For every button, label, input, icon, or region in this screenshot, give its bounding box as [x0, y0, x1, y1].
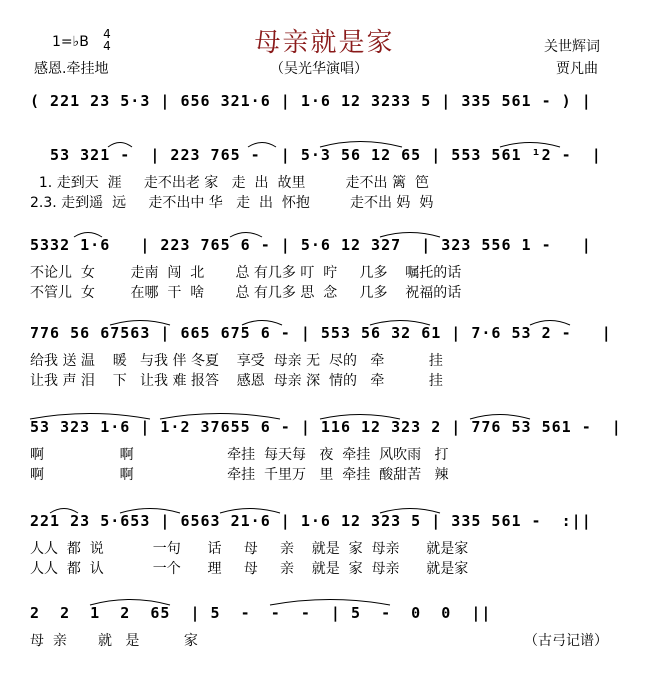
notation-line: 776 56 67563 | 665 675 6 - | 553 56 32 61 | 7·6 53 2 - | [30, 324, 612, 342]
lyricist-credit: 关世辉词 [544, 39, 600, 55]
notation-line: 53 323 1·6 | 1·2 37655 6 - | 116 12 323 2 | 776 53 561 - | [30, 418, 622, 436]
expression-mark: 感恩.牵挂地 [34, 61, 109, 77]
key-signature: 1=♭B [52, 34, 89, 50]
time-top: 4 [103, 27, 111, 41]
lyrics-verse-1: 给我 送 温 暖 与我 伴 冬夏 享受 母亲 无 尽的 牵 挂 [30, 353, 443, 369]
notation-line: 221 23 5·653 | 6563 21·6 | 1·6 12 323 5 | 335 561 - :|| [30, 512, 592, 530]
singer-credit: （吴光华演唱） [270, 61, 368, 77]
transcriber-credit: （古弓记谱） [524, 633, 608, 649]
score-line-1 [0, 146, 649, 211]
song-title: 母亲就是家 [254, 28, 395, 58]
lyrics-verse-1: 啊 啊 牵挂 每天每 夜 牵挂 风吹雨 打 [30, 447, 449, 463]
notation-line: 2 2 1 2 65 | 5 - - - | 5 - 0 0 || [30, 604, 492, 622]
lyrics-verse-2: 人人 都 认 一个 理 母 亲 就是 家 母亲 就是家 [30, 561, 469, 577]
lyrics-verse-1: 人人 都 说 一句 话 母 亲 就是 家 母亲 就是家 [30, 541, 469, 557]
lyrics-verse-2: 不管儿 女 在哪 干 啥 总 有几多 思 念 几多 祝福的话 [30, 285, 462, 301]
lyrics-verse-2: 2.3. 走到遥 远 走不出中 华 走 出 怀抱 走不出 妈 妈 [30, 195, 434, 211]
composer-credit: 贾凡曲 [556, 61, 598, 77]
score-line-4 [0, 418, 649, 483]
lyrics-verse-1: 1. 走到天 涯 走不出老 家 走 出 故里 走不出 篱 笆 [30, 175, 429, 191]
time-signature [102, 28, 112, 52]
score-line-2 [0, 236, 649, 301]
time-bottom: 4 [103, 39, 111, 53]
notation-line: 53 321 - | 223 765 - | 5·3 56 12 65 | 553 561 ¹2 - | [30, 146, 602, 164]
lyrics-verse-2: 啊 啊 牵挂 千里万 里 牵挂 酸甜苦 辣 [30, 467, 449, 483]
lyrics-verse-1: 母 亲 就 是 家 [30, 633, 198, 649]
notation-line: ( 221 23 5·3 | 656 321·6 | 1·6 12 3233 5 | 335 561 - ) | [30, 92, 592, 110]
score-line-3 [0, 324, 649, 389]
lyrics-verse-2: 让我 声 泪 下 让我 难 报答 感恩 母亲 深 情的 牵 挂 [30, 373, 443, 389]
lyrics-verse-1: 不论儿 女 走南 闯 北 总 有几多 叮 咛 几多 嘱托的话 [30, 265, 462, 281]
notation-line: 5332 1·6 | 223 765 6 - | 5·6 12 327 | 323 556 1 - | [30, 236, 592, 254]
score-line-5 [0, 512, 649, 577]
